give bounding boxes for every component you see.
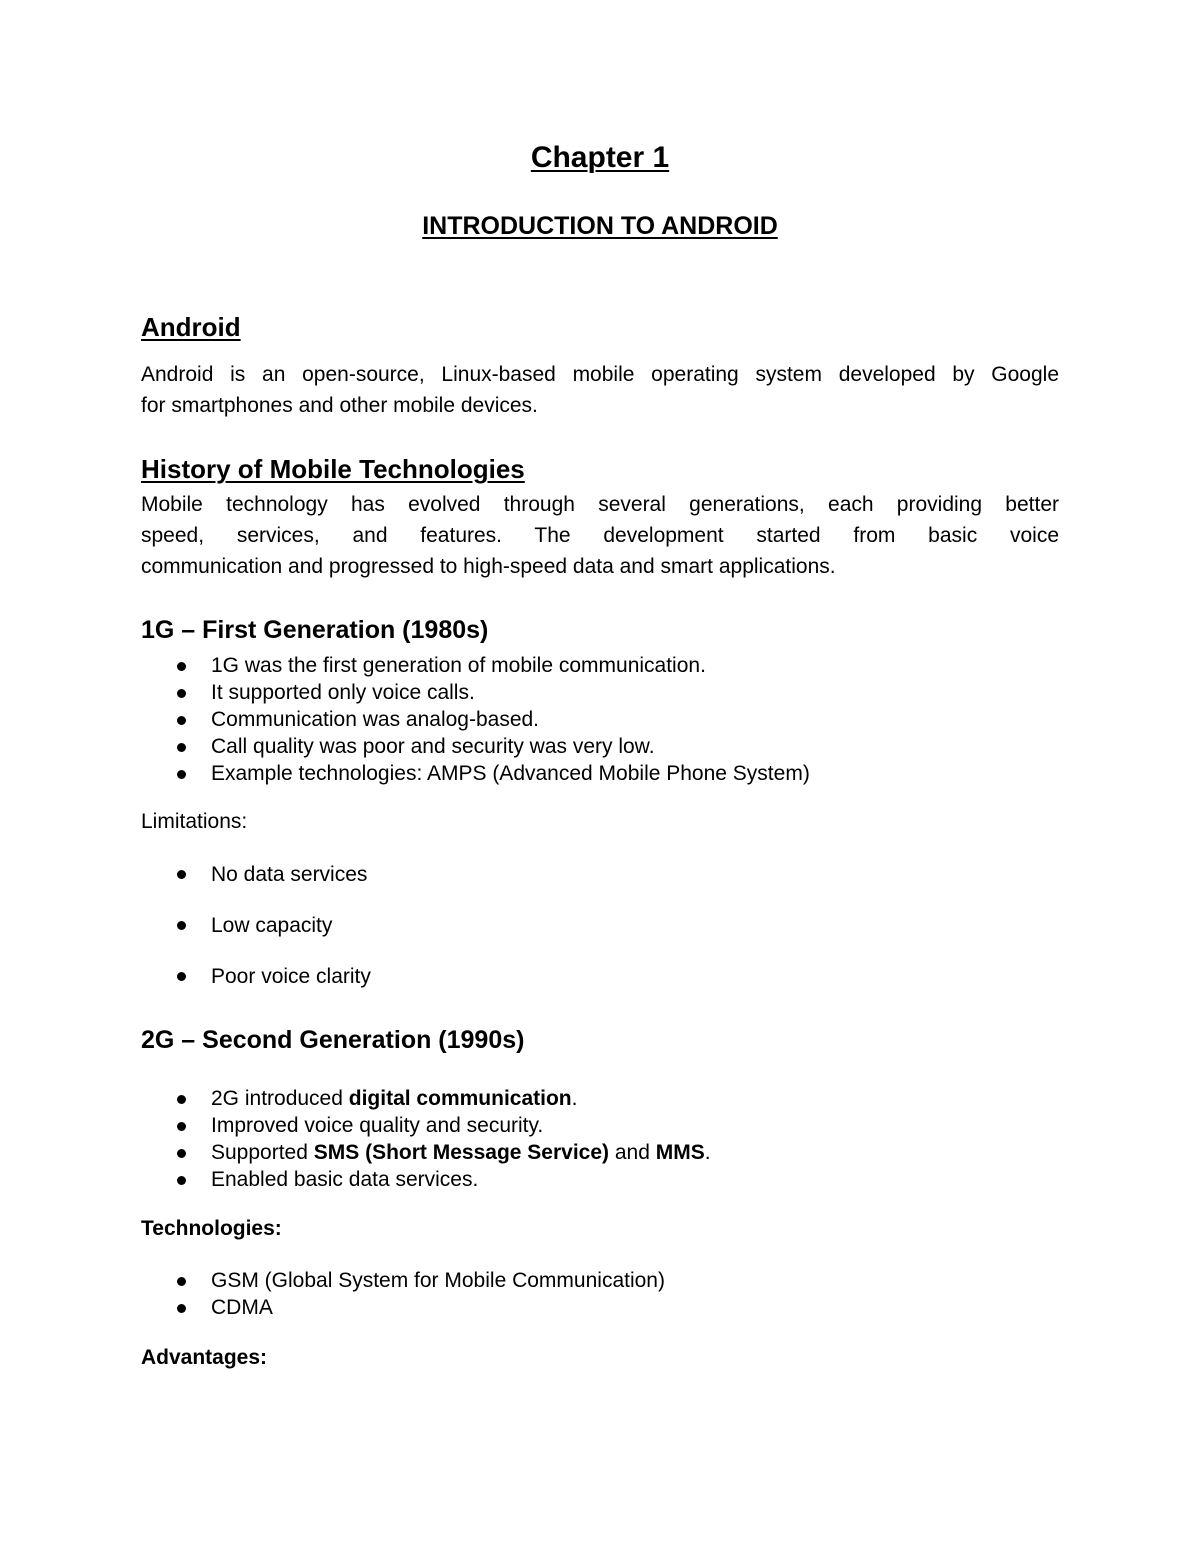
bullet-icon [177, 1122, 186, 1131]
android-line: for smartphones and other mobile devices. [141, 394, 538, 417]
gen1-points-list [173, 652, 810, 787]
history-line: Mobile technology has evolved through several generations, each providing better [141, 493, 1059, 516]
list-item: GSM (Global System for Mobile Communication) [173, 1267, 665, 1294]
gen2-heading: 2G – Second Generation (1990s) [141, 1026, 525, 1054]
list-item: Supported SMS (Short Message Service) and MMS. [173, 1139, 711, 1166]
list-item: Poor voice clarity [173, 963, 371, 1014]
list-item: It supported only voice calls. [173, 679, 810, 706]
technologies-label: Technologies: [141, 1217, 282, 1240]
list-item: 1G was the first generation of mobile communication. [173, 652, 810, 679]
android-line: Android is an open-source, Linux-based mobile operating system developed by Google [141, 363, 1059, 386]
bullet-icon [177, 921, 186, 930]
android-heading: Android [141, 312, 241, 342]
bullet-icon [177, 770, 186, 779]
android-paragraph [141, 359, 1059, 421]
history-paragraph [141, 489, 1059, 582]
list-item: No data services [173, 861, 371, 912]
advantages-label: Advantages: [141, 1346, 268, 1369]
chapter-title: Chapter 1 [530, 141, 670, 174]
bullet-icon [177, 662, 186, 671]
gen1-heading: 1G – First Generation (1980s) [141, 616, 489, 644]
bullet-icon [177, 1095, 186, 1104]
list-item: Improved voice quality and security. [173, 1112, 711, 1139]
bullet-icon [177, 1277, 186, 1286]
bullet-icon [177, 1149, 186, 1158]
list-item: Communication was analog-based. [173, 706, 810, 733]
list-item: 2G introduced digital communication. [173, 1085, 711, 1112]
gen2-points-list [173, 1085, 711, 1193]
list-item: Example technologies: AMPS (Advanced Mobile Phone System) [173, 760, 810, 787]
bullet-icon [177, 716, 186, 725]
bullet-icon [177, 870, 186, 879]
limitations-list [173, 861, 371, 1014]
bullet-icon [177, 689, 186, 698]
technologies-list [173, 1267, 665, 1321]
bullet-icon [177, 972, 186, 981]
bullet-icon [177, 1304, 186, 1313]
list-item: CDMA [173, 1294, 665, 1321]
list-item: Low capacity [173, 912, 371, 963]
list-item: Enabled basic data services. [173, 1166, 711, 1193]
bullet-icon [177, 743, 186, 752]
bullet-icon [177, 1176, 186, 1185]
limitations-label: Limitations: [141, 810, 248, 833]
list-item: Call quality was poor and security was very low. [173, 733, 810, 760]
document-title: INTRODUCTION TO ANDROID [422, 212, 778, 240]
history-line: communication and progressed to high-speed data and smart applications. [141, 555, 836, 578]
history-line: speed, services, and features. The development started from basic voice [141, 524, 1059, 547]
history-heading: History of Mobile Technologies [141, 454, 525, 484]
